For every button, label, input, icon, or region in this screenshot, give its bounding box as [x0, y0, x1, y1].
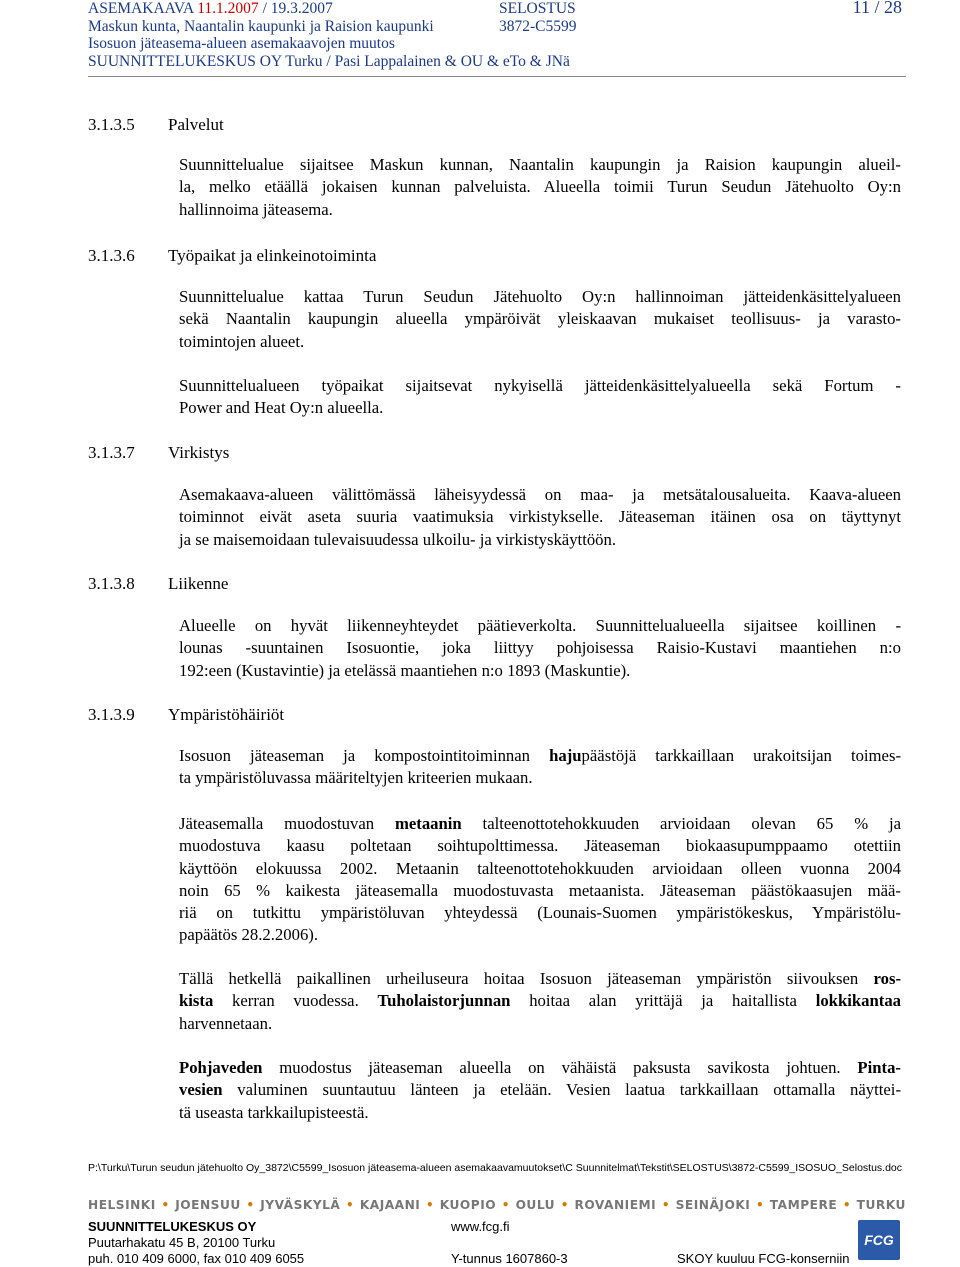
section-number: 3.1.3.8	[88, 574, 135, 593]
bold-term: lokkikantaa	[815, 991, 902, 1011]
office-cities-bar	[88, 1196, 906, 1214]
section-number: 3.1.3.6	[88, 246, 135, 265]
separator-dot-icon: •	[661, 1198, 671, 1212]
office-city: JOENSUU	[175, 1198, 241, 1212]
footer-company: SUUNNITTELUKESKUS OY	[88, 1219, 257, 1234]
office-city: SEINÄJOKI	[675, 1198, 751, 1212]
bold-term: metaanin	[394, 814, 462, 833]
page-number: 11 / 28	[852, 0, 902, 17]
separator-dot-icon: •	[246, 1198, 255, 1212]
section-title: Liikenne	[168, 574, 229, 593]
bold-term: Pinta-	[857, 1058, 901, 1077]
text-run: valuminen suuntautuu länteen ja etelään. Vesien laatua tarkkaillaan ottamalla näyttei-	[222, 1080, 901, 1100]
section-heading-palvelut	[88, 115, 224, 135]
paragraph-palvelut	[179, 154, 901, 221]
paragraph-virkistys	[179, 484, 901, 551]
text-line	[179, 1079, 901, 1101]
text-line	[179, 813, 901, 835]
text-line: papäätös 28.2.2006).	[179, 925, 319, 945]
section-title: Työpaikat ja elinkeinotoiminta	[168, 246, 377, 265]
header-divider	[88, 76, 906, 77]
text-line	[179, 990, 901, 1012]
separator-dot-icon: •	[425, 1198, 435, 1212]
separator-dot-icon: •	[501, 1198, 510, 1212]
section-number: 3.1.3.9	[88, 705, 135, 724]
bold-term: vesien	[179, 1080, 223, 1100]
text-line: toiminnot eivät aseta suuria vaatimuksia virkistykselle. Jäteaseman itäinen osa on täyttynyt	[179, 507, 901, 527]
section-heading-virkistys	[88, 443, 229, 463]
section-title: Palvelut	[168, 115, 224, 134]
footer-phone: puh. 010 409 6000, fax 010 409 6055	[88, 1251, 305, 1266]
header-line-3: Isosuon jäteasema-alueen asemakaavojen muutos	[88, 35, 395, 52]
text-line: Suunnittelualue sijaitsee Maskun kunnan, Naantalin kaupungin ja Raision kaupungin alueil-	[179, 155, 901, 174]
plan-date-2: / 19.3.2007	[258, 0, 333, 17]
text-run: muodostus jäteaseman alueella on vähäistä paksusta savikosta johtuen.	[262, 1058, 858, 1077]
footer-address: Puutarhakatu 45 B, 20100 Turku	[88, 1235, 276, 1250]
paragraph-liikenne	[179, 615, 901, 682]
paragraph-metaani	[179, 813, 901, 947]
office-city: OULU	[515, 1198, 556, 1212]
office-city: TURKU	[856, 1198, 906, 1212]
text-line: Suunnittelualue kattaa Turun Seudun Jätehuolto Oy:n hallinnoiman jätteidenkäsittelyalueen	[179, 287, 901, 306]
footer-website-link[interactable]: www.fcg.fi	[451, 1219, 510, 1234]
separator-dot-icon: •	[161, 1198, 170, 1212]
section-number: 3.1.3.7	[88, 443, 135, 462]
text-line: harvennetaan.	[179, 1013, 273, 1033]
section-title: Virkistys	[168, 443, 230, 462]
bold-term: haju	[549, 746, 582, 765]
separator-dot-icon: •	[346, 1198, 355, 1212]
text-line: noin 65 % kaikesta jäteasemalla muodostuvasta metaanista. Jäteaseman päästökaasujen mää-	[179, 880, 901, 900]
text-line: käyttöön elokuussa 2002. Metaanin talteenottotehokkuuden arvioidaan olleen vuonna 2004	[179, 858, 901, 878]
office-city: TAMPERE	[769, 1198, 838, 1212]
paragraph-tyopaikat-2	[179, 375, 901, 420]
bold-term: ros-	[873, 969, 901, 988]
header-line-1	[88, 0, 906, 18]
office-city: JYVÄSKYLÄ	[260, 1198, 341, 1212]
text-run: Isosuon jäteaseman ja kompostointitoiminnan	[179, 746, 550, 765]
text-line: Suunnittelualueen työpaikat sijaitsevat nykyisellä jätteidenkäsittelyalueella sekä Fortum -	[179, 376, 901, 395]
paragraph-hajut	[179, 745, 901, 790]
paragraph-roskat	[179, 968, 901, 1035]
section-heading-liikenne	[88, 574, 228, 594]
text-line	[179, 1057, 901, 1079]
text-run: Jäteasemalla muodostuvan	[179, 814, 395, 833]
bold-term: kista	[179, 991, 214, 1011]
separator-dot-icon: •	[755, 1198, 765, 1212]
text-line	[179, 968, 901, 990]
text-run: kerran vuodessa.	[213, 991, 378, 1011]
text-line: 192:een (Kustavintie) ja etelässä maantiehen n:o 1893 (Maskuntie).	[179, 660, 631, 680]
bold-term: Tuholaistorjunnan	[377, 991, 511, 1011]
text-run: Tällä hetkellä paikallinen urheiluseura hoitaa Isosuon jäteaseman ympäristön siivouksen	[179, 969, 874, 988]
file-path: P:\Turku\Turun seudun jätehuolto Oy_3872\C5599_Isosuon jäteasema-alueen asemakaavamuutokset\C Suunnitelmat\Tekstit\SELOSTUS\3872-C5599_ISOSUO_Selostus.doc	[88, 1162, 903, 1174]
text-run: päästöjä tarkkaillaan urakoitsijan toimes-	[581, 746, 901, 765]
office-city: KUOPIO	[439, 1198, 497, 1212]
separator-dot-icon: •	[560, 1198, 569, 1212]
office-city: HELSINKI	[88, 1198, 156, 1212]
header-line-2	[88, 18, 906, 36]
section-number: 3.1.3.5	[88, 115, 135, 134]
text-run: talteenottotehokkuuden arvioidaan olevan 65 % ja	[461, 814, 901, 833]
text-line: Power and Heat Oy:n alueella.	[179, 398, 384, 418]
text-line: hallinnoima jäteasema.	[179, 199, 333, 219]
text-line: Asemakaava-alueen välittömässä läheisyydessä on maa- ja metsätalousalueita. Kaava-alueen	[179, 485, 901, 504]
text-run: hoitaa alan yrittäjä ja haitallista	[510, 991, 816, 1011]
project-code: 3872-C5599	[499, 17, 577, 35]
office-city: ROVANIEMI	[574, 1198, 657, 1212]
text-line: ja se maisemoidaan tulevaisuudessa ulkoilu- ja virkistyskäyttöön.	[179, 529, 617, 549]
text-line: tä useasta tarkkailupisteestä.	[179, 1102, 369, 1122]
text-line: Alueelle on hyvät liikenneyhteydet päätieverkolta. Suunnittelualueella sijaitsee koillinen -	[179, 616, 901, 635]
section-heading-ymparistohairiot	[88, 705, 284, 725]
paragraph-pohjavesi	[179, 1057, 901, 1124]
text-line: la, melko etäällä jokaisen kunnan palveluista. Alueella toimii Turun Seudun Jätehuolto Oy:n	[179, 177, 901, 197]
text-line: muodostuva kaasu poltetaan soihtupolttimessa. Jäteaseman biokaasupumppaamo otettiin	[179, 836, 901, 856]
text-line: riä on tutkittu ympäristöluvan yhteydessä (Lounais-Suomen ympäristökeskus, Ympäristölu-	[179, 903, 901, 923]
office-city: KAJAANI	[359, 1198, 421, 1212]
plan-title: ASEMAKAAVA	[88, 0, 198, 17]
bold-term: Pohjaveden	[179, 1058, 263, 1077]
footer-business-id: Y-tunnus 1607860-3	[451, 1251, 568, 1266]
text-line: lounas -suuntainen Isosuontie, joka liittyy pohjoisessa Raisio-Kustavi maantiehen n:o	[179, 638, 901, 658]
page-header	[88, 0, 906, 70]
text-line: toimintojen alueet.	[179, 331, 305, 351]
doc-type: SELOSTUS	[499, 0, 576, 17]
section-title: Ympäristöhäiriöt	[168, 705, 285, 724]
paragraph-tyopaikat-1	[179, 286, 901, 353]
fcg-logo: FCG	[858, 1220, 900, 1260]
text-line: ta ympäristöluvassa määriteltyjen kriteerien mukaan.	[179, 768, 533, 788]
section-heading-tyopaikat	[88, 246, 376, 266]
separator-dot-icon: •	[842, 1198, 851, 1212]
text-line: sekä Naantalin kaupungin alueella ympäröivät yleiskaavan mukaiset teollisuus- ja varasto-	[179, 309, 901, 329]
text-line	[179, 745, 901, 767]
municipalities: Maskun kunta, Naantalin kaupunki ja Raision kaupunki	[88, 17, 434, 35]
header-line-4: SUUNNITTELUKESKUS OY Turku / Pasi Lappalainen & OU & eTo & JNä	[88, 52, 570, 70]
footer-group-note: SKOY kuuluu FCG-konserniin	[677, 1251, 850, 1266]
plan-date-1: 11.1.2007	[197, 0, 259, 17]
